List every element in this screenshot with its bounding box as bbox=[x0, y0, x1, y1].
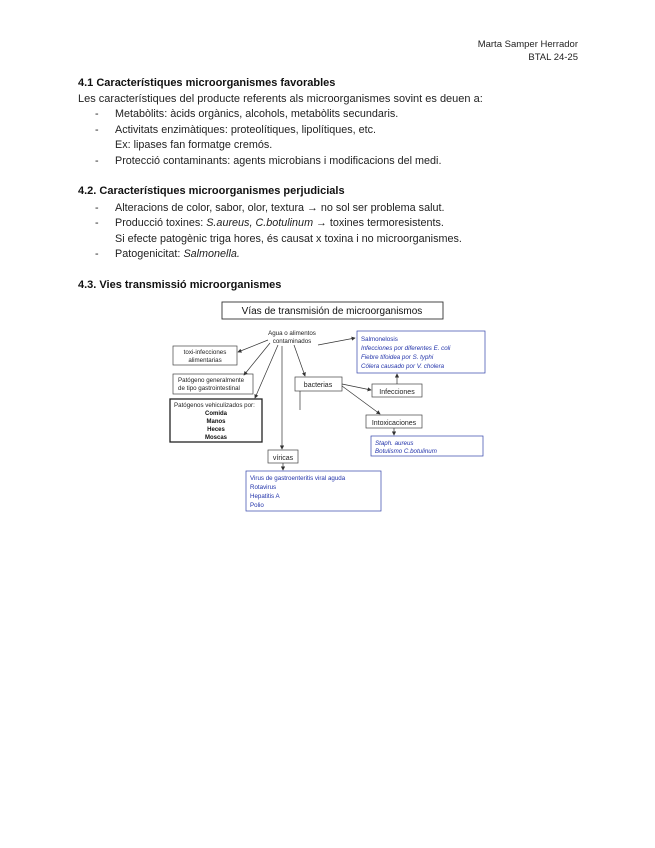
section-heading-4-2: 4.2. Característiques microorganismes perjudicials bbox=[78, 185, 345, 197]
virus-item: Polio bbox=[250, 502, 264, 509]
diagram-source-line2: contaminados bbox=[272, 338, 312, 345]
list-item: - Producció toxines: S.aureus, C.botulinum → toxines termoresistents. bbox=[95, 217, 444, 229]
list-item: - Patogenicitat: Salmonella. bbox=[95, 248, 240, 260]
infection-item: Fiebre tifoidea por S. typhi bbox=[361, 354, 434, 361]
section-heading-4-1: 4.1 Característiques microorganismes favorables bbox=[78, 77, 336, 89]
author-name: Marta Samper Herrador bbox=[477, 39, 578, 50]
vehicle-item: Moscas bbox=[204, 435, 228, 441]
course-code: BTAL 24-25 bbox=[528, 52, 578, 63]
infection-item: Infecciones por diferentes E. coli bbox=[361, 345, 451, 352]
toxi-line1: toxi-infecciones bbox=[183, 349, 227, 356]
viricas-label: víricas bbox=[272, 455, 294, 462]
virus-item: Rotavirus bbox=[250, 484, 277, 491]
list-item-continuation: Ex: lipases fan formatge cremós. bbox=[115, 139, 273, 151]
gastro-line2: de tipo gastrointestinal bbox=[178, 385, 240, 392]
virus-item: Hepatitis A bbox=[250, 493, 280, 500]
section-1-intro: Les característiques del producte referents als microorganismes sovint es deuen a: bbox=[78, 93, 483, 105]
gastro-line1: Patógeno generalmente bbox=[178, 377, 245, 384]
list-item: - Protecció contaminants: agents microbians i modificacions del medi. bbox=[95, 155, 442, 167]
toxi-line2: alimentarias bbox=[188, 357, 222, 364]
intox-item: Staph. aureus bbox=[375, 440, 414, 447]
diagram-title: Vías de transmisión de microorganismos bbox=[241, 306, 423, 317]
diagram-source-line1: Agua o alimentos bbox=[268, 330, 316, 337]
virus-item: Virus de gastroenteritis viral aguda bbox=[250, 475, 346, 482]
vehicle-title: Patógenos vehiculizados por: bbox=[174, 402, 255, 409]
section-heading-4-3: 4.3. Vies transmissió microorganismes bbox=[78, 279, 282, 291]
infecciones-label: Infecciones bbox=[379, 389, 415, 396]
infection-item: Cólera causado por V. cholera bbox=[361, 363, 445, 370]
list-item-continuation: Si efecte patogènic triga hores, és causat x toxina i no microorganismes. bbox=[115, 233, 462, 245]
vehicle-item: Comida bbox=[204, 411, 228, 417]
intoxicaciones-label: Intoxicaciones bbox=[371, 420, 417, 427]
bacterias-label: bacterias bbox=[303, 382, 333, 389]
infection-item: Salmonelosis bbox=[361, 336, 398, 343]
list-item: - Activitats enzimàtiques: proteolítiques, lipolítiques, etc. bbox=[95, 124, 377, 136]
vehicle-item: Manos bbox=[206, 419, 226, 425]
list-item: - Metabòlits: àcids orgànics, alcohols, metabòlits secundaris. bbox=[95, 108, 399, 120]
vehicle-item: Heces bbox=[207, 427, 225, 433]
list-item: - Alteracions de color, sabor, olor, textura → no sol ser problema salut. bbox=[95, 202, 445, 214]
intox-item: Botulismo C.botulinum bbox=[375, 448, 437, 455]
